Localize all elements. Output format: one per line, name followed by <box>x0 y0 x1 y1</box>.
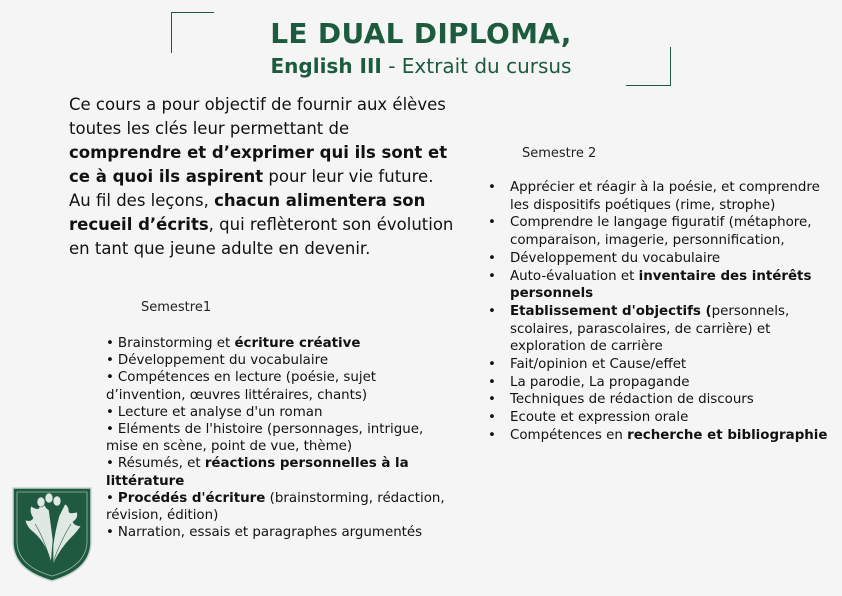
semester2-item <box>486 427 831 445</box>
intro-part2: pour leur vie future. Au fil des leçons, <box>69 167 434 210</box>
semester1-item-pre: Brainstorming et <box>117 336 235 351</box>
semester1-item <box>106 490 451 524</box>
semester2-item-bold: recherche et bibliographie <box>627 427 828 443</box>
page-subtitle <box>0 54 842 78</box>
semester1-item <box>106 404 451 421</box>
oak-leaf-crest-icon <box>11 484 93 584</box>
semester1-item-bold: Procédés d'écriture <box>117 490 266 506</box>
semester2-item-pre: La parodie, La propagande <box>510 374 690 390</box>
subtitle-course: English III <box>270 54 382 78</box>
semester2-list <box>486 179 831 445</box>
semester2-title: Semestre 2 <box>522 146 597 161</box>
semester2-item <box>486 374 831 392</box>
semester1-item <box>106 524 451 541</box>
semester1-item <box>106 455 451 489</box>
semester2-item-bold: Etablissement d'objectifs ( <box>510 303 712 319</box>
semester2-item <box>486 250 831 268</box>
semester1-title: Semestre1 <box>141 300 212 315</box>
semester1-item-pre: Développement du vocabulaire <box>117 353 329 369</box>
semester2-item <box>486 391 831 409</box>
semester2-item-pre: Ecoute et expression orale <box>510 410 689 426</box>
semester1-item-pre: Narration, essais et paragraphes argumentés <box>117 525 423 541</box>
semester2-item-pre: Comprendre le langage figuratif (métaphore, comparaison, imagerie, personnification, <box>510 215 812 249</box>
semester2-item-pre: Fait/opinion et Cause/effet <box>510 357 687 373</box>
semester2-item-bold: inventaire des intérêts personnels <box>510 268 812 302</box>
semester1-item-pre: Compétences en lecture (poésie, sujet d’invention, œuvres littéraires, chants) <box>106 370 377 403</box>
semester2-item <box>486 409 831 427</box>
semester2-item <box>486 356 831 374</box>
subtitle-rest: - Extrait du cursus <box>381 54 572 78</box>
semester1-list <box>106 335 451 541</box>
semester2-item <box>486 179 831 214</box>
semester1-item-pre: Lecture et analyse d'un roman <box>117 404 323 420</box>
intro-bold2: chacun alimentera son recueil d’écrits <box>69 191 426 234</box>
intro-part1: Ce cours a pour objectif de fournir aux élèves toutes les clés leur permettant de <box>69 95 446 138</box>
semester1-item-post: (brainstorming, rédaction, révision, édition) <box>106 490 445 524</box>
page-title: LE DUAL DIPLOMA, <box>270 17 572 50</box>
semester1-item <box>106 369 451 403</box>
intro-paragraph <box>69 93 454 261</box>
semester2-item-pre: Techniques de rédaction de discours <box>510 392 754 408</box>
intro-part3: , qui reflèteront son évolution en tant que jeune adulte en devenir. <box>69 215 454 258</box>
semester1-item-bold: réactions personnelles à la littérature <box>106 456 409 489</box>
semester1-item <box>106 352 451 369</box>
semester2-item-pre: Développement du vocabulaire <box>510 250 721 266</box>
semester1-item <box>106 421 451 455</box>
semester1-item-bold: écriture créative <box>234 336 361 351</box>
semester2-item-pre: Compétences en <box>510 427 628 443</box>
semester2-item <box>486 214 831 249</box>
semester1-item <box>106 335 451 352</box>
intro-bold1: comprendre et d’exprimer qui ils sont et ce à quoi ils aspirent <box>69 143 448 186</box>
semester2-item <box>486 303 831 356</box>
semester2-item <box>486 268 831 303</box>
semester2-item-pre: Apprécier et réagir à la poésie, et comprendre les dispositifs poétiques (rime, strophe) <box>510 180 820 213</box>
semester2-item-post: personnels, scolaires, parascolaires, de carrière) et exploration de carrière <box>510 303 790 355</box>
semester1-item-pre: Eléments de l'histoire (personnages, intrigue, mise en scène, point de vue, thème) <box>106 422 424 455</box>
semester2-item-pre: Auto-évaluation et <box>510 268 639 284</box>
semester1-item-pre: Résumés, et <box>117 456 205 472</box>
